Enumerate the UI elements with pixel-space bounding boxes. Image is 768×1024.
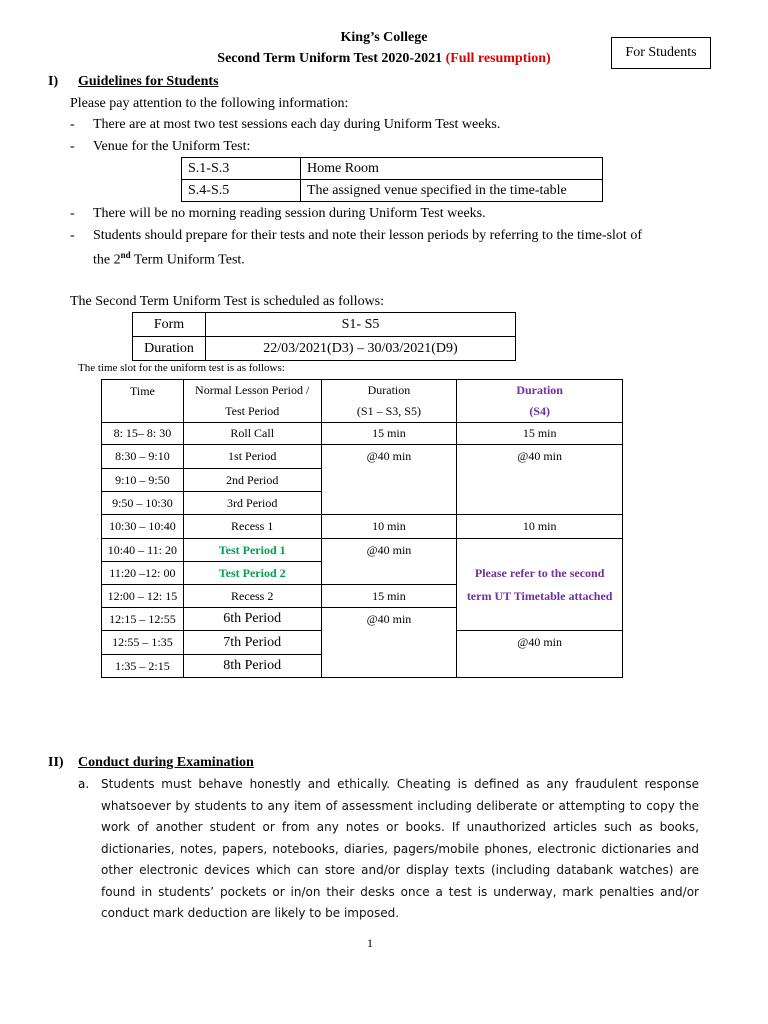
refer-line: Please refer to the second — [474, 565, 605, 580]
header-line: (S1 – S3, S5) — [356, 404, 421, 418]
venue-place: The assigned venue specified in the time-table — [301, 180, 603, 202]
slot-period: Test Period 1 — [183, 539, 321, 562]
time-slot-table — [101, 379, 623, 678]
school-name: King’s College — [340, 30, 428, 45]
table-row — [182, 180, 603, 202]
page-number: 1 — [367, 936, 373, 950]
schedule-label: Duration — [133, 337, 206, 361]
slot-time: 11:20 –12: 00 — [102, 562, 184, 585]
slot-duration: 15 min — [321, 585, 457, 608]
table-row — [102, 539, 623, 562]
header-duration-s4 — [457, 380, 623, 423]
slot-period: Roll Call — [183, 423, 321, 445]
slot-time: 8:30 – 9:10 — [102, 445, 184, 469]
slot-period: Recess 2 — [183, 585, 321, 608]
slot-duration: 10 min — [321, 515, 457, 539]
bullet-dash: - — [70, 139, 75, 154]
table-row — [182, 158, 603, 180]
bullet-dash: - — [70, 117, 75, 132]
slot-period: 7th Period — [183, 631, 321, 655]
slot-time: 9:50 – 10:30 — [102, 492, 184, 515]
slot-period: 1st Period — [183, 445, 321, 469]
slot-refer-note — [457, 539, 623, 631]
slot-period: 6th Period — [183, 608, 321, 631]
slot-duration-s4: @40 min — [457, 631, 623, 678]
title-note: (Full resumption) — [445, 51, 551, 66]
slot-duration-s4: 10 min — [457, 515, 623, 539]
slot-time: 9:10 – 9:50 — [102, 469, 184, 492]
venue-table — [181, 157, 603, 202]
bullet-2: Venue for the Uniform Test: — [93, 139, 251, 154]
section2-number: II) — [48, 755, 64, 770]
slot-caption: The time slot for the uniform test is as follows: — [78, 362, 285, 374]
slot-time: 12:55 – 1:35 — [102, 631, 184, 655]
slot-period: Recess 1 — [183, 515, 321, 539]
table-row — [133, 313, 516, 337]
item-label: a. — [78, 777, 90, 791]
slot-period: Test Period 2 — [183, 562, 321, 585]
header-line: Test Period — [225, 404, 280, 418]
header-time: Time — [102, 380, 184, 423]
bullet-dash: - — [70, 228, 75, 243]
slot-time: 10:40 – 11: 20 — [102, 539, 184, 562]
audience-box: For Students — [611, 37, 711, 69]
schedule-intro: The Second Term Uniform Test is scheduled as follows: — [70, 294, 385, 309]
bullet-4-continued — [93, 250, 245, 269]
schedule-value: S1- S5 — [206, 313, 516, 337]
bullet-1: There are at most two test sessions each day during Uniform Test weeks. — [93, 117, 501, 132]
venue-form: S.4-S.5 — [182, 180, 301, 202]
conduct-paragraph: Students must behave honestly and ethically. Cheating is defined as any fraudulent response whatsoever by students to any item of assessment including deliberate or attempting to copy the work of another student or from any notes or books. If unauthorized articles such as books, dictionaries, notes, papers, notebooks, diaries, pagers/mobile phones, electronic dictionaries and other electronic devices which can store and/or display texts (including databank watches) are found in students’ pockets or in/on their desks once a test is underway, mark penalties and/or conduct mark deduction are likely to be imposed. — [101, 777, 699, 920]
table-row — [102, 380, 623, 423]
slot-time: 12:00 – 12: 15 — [102, 585, 184, 608]
header-line: Duration — [516, 383, 563, 397]
slot-period: 3rd Period — [183, 492, 321, 515]
slot-period: 8th Period — [183, 655, 321, 678]
text: Term Uniform Test. — [130, 252, 245, 268]
venue-form: S.1-S.3 — [182, 158, 301, 180]
slot-time: 10:30 – 10:40 — [102, 515, 184, 539]
slot-period: 2nd Period — [183, 469, 321, 492]
table-row — [102, 515, 623, 539]
schedule-label: Form — [133, 313, 206, 337]
slot-duration: @40 min — [321, 608, 457, 678]
schedule-table — [132, 312, 516, 361]
table-row — [102, 423, 623, 445]
title-main: Second Term Uniform Test 2020-2021 — [217, 51, 443, 66]
slot-duration: 15 min — [321, 423, 457, 445]
section1-number: I) — [48, 74, 59, 89]
header-period — [183, 380, 321, 423]
header-line: Duration — [367, 383, 411, 397]
superscript: nd — [120, 250, 131, 260]
section2-heading: Conduct during Examination — [78, 755, 254, 770]
bullet-4: Students should prepare for their tests and note their lesson periods by referring to the time-slot of — [93, 228, 642, 243]
table-row — [102, 445, 623, 469]
header-line: Normal Lesson Period / — [195, 383, 310, 397]
schedule-value: 22/03/2021(D3) – 30/03/2021(D9) — [206, 337, 516, 361]
slot-duration-s4: 15 min — [457, 423, 623, 445]
bullet-3: There will be no morning reading session during Uniform Test weeks. — [93, 206, 486, 221]
header-duration — [321, 380, 457, 423]
section1-heading: Guidelines for Students — [78, 74, 219, 89]
slot-time: 12:15 – 12:55 — [102, 608, 184, 631]
slot-time: 1:35 – 2:15 — [102, 655, 184, 678]
table-row — [133, 337, 516, 361]
venue-place: Home Room — [301, 158, 603, 180]
slot-duration: @40 min — [321, 445, 457, 515]
section1-intro: Please pay attention to the following information: — [70, 96, 349, 111]
slot-duration-s4: @40 min — [457, 445, 623, 515]
bullet-dash: - — [70, 206, 75, 221]
slot-time: 8: 15– 8: 30 — [102, 423, 184, 445]
text: the 2 — [93, 252, 121, 268]
refer-line: term UT Timetable attached — [466, 588, 613, 603]
slot-duration: @40 min — [321, 539, 457, 585]
header-line: (S4) — [529, 404, 550, 418]
